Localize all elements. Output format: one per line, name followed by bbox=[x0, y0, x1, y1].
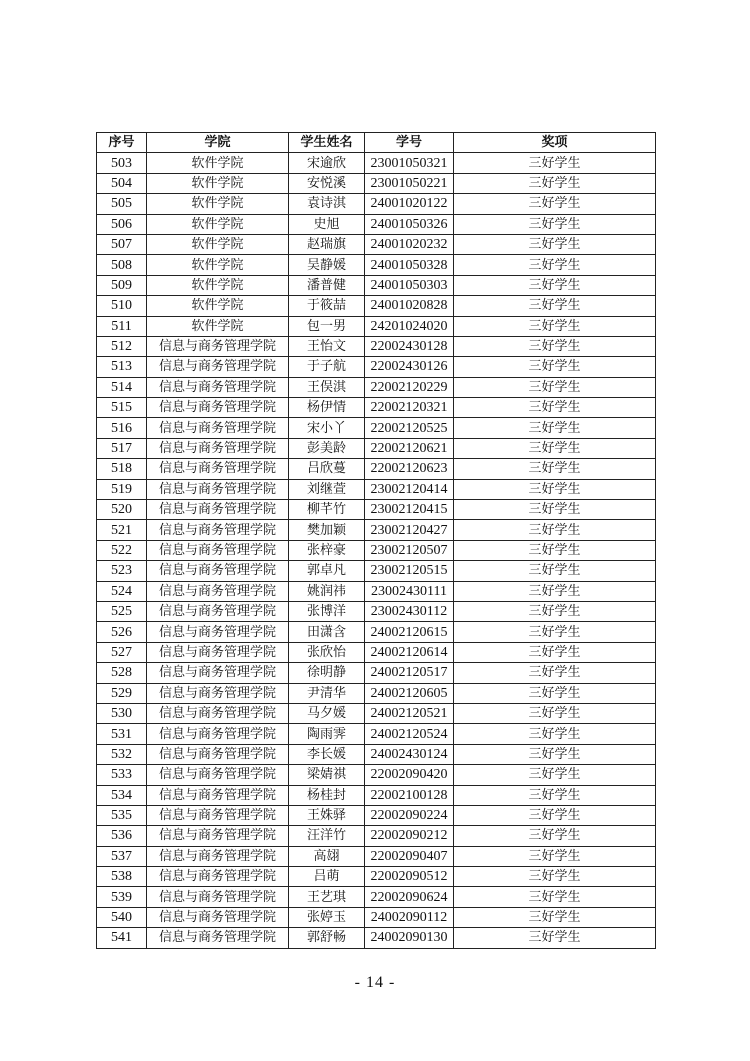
student-name-cell: 宋逾欣 bbox=[289, 153, 365, 173]
table-row bbox=[97, 805, 656, 825]
college-cell: 信息与商务管理学院 bbox=[147, 907, 289, 927]
serial-cell: 513 bbox=[97, 357, 147, 377]
table-row bbox=[97, 703, 656, 723]
student-id-cell: 23002120415 bbox=[365, 500, 454, 520]
college-cell: 软件学院 bbox=[147, 316, 289, 336]
table-row bbox=[97, 846, 656, 866]
student-id-cell: 23002120507 bbox=[365, 540, 454, 560]
college-cell: 信息与商务管理学院 bbox=[147, 357, 289, 377]
table-row bbox=[97, 438, 656, 458]
serial-cell: 512 bbox=[97, 336, 147, 356]
table-row bbox=[97, 642, 656, 662]
student-name-cell: 杨伊情 bbox=[289, 398, 365, 418]
college-cell: 软件学院 bbox=[147, 214, 289, 234]
student-name-cell: 郭卓凡 bbox=[289, 561, 365, 581]
table-body bbox=[97, 153, 656, 948]
college-cell: 信息与商务管理学院 bbox=[147, 336, 289, 356]
award-cell: 三好学生 bbox=[454, 846, 656, 866]
college-cell: 信息与商务管理学院 bbox=[147, 418, 289, 438]
serial-cell: 530 bbox=[97, 703, 147, 723]
student-id-cell: 23002120515 bbox=[365, 561, 454, 581]
award-cell: 三好学生 bbox=[454, 887, 656, 907]
table-row bbox=[97, 724, 656, 744]
table-row bbox=[97, 153, 656, 173]
table-row bbox=[97, 255, 656, 275]
award-cell: 三好学生 bbox=[454, 683, 656, 703]
student-name-cell: 梁婧祺 bbox=[289, 765, 365, 785]
student-id-cell: 23002120414 bbox=[365, 479, 454, 499]
student-id-cell: 24002090130 bbox=[365, 928, 454, 948]
serial-cell: 510 bbox=[97, 296, 147, 316]
student-id-cell: 24002120605 bbox=[365, 683, 454, 703]
serial-cell: 529 bbox=[97, 683, 147, 703]
table-row bbox=[97, 622, 656, 642]
student-id-cell: 23001050321 bbox=[365, 153, 454, 173]
student-id-cell: 22002430126 bbox=[365, 357, 454, 377]
student-name-cell: 包一男 bbox=[289, 316, 365, 336]
table-row bbox=[97, 357, 656, 377]
college-cell: 信息与商务管理学院 bbox=[147, 398, 289, 418]
serial-cell: 509 bbox=[97, 275, 147, 295]
student-name-cell: 吕欣蔓 bbox=[289, 459, 365, 479]
table-header-row bbox=[97, 133, 656, 153]
college-cell: 信息与商务管理学院 bbox=[147, 703, 289, 723]
college-cell: 信息与商务管理学院 bbox=[147, 622, 289, 642]
table-row bbox=[97, 765, 656, 785]
college-cell: 信息与商务管理学院 bbox=[147, 601, 289, 621]
student-id-cell: 22002090224 bbox=[365, 805, 454, 825]
college-cell: 信息与商务管理学院 bbox=[147, 744, 289, 764]
student-id-cell: 22002430128 bbox=[365, 336, 454, 356]
college-cell: 信息与商务管理学院 bbox=[147, 459, 289, 479]
serial-cell: 519 bbox=[97, 479, 147, 499]
student-name-cell: 柳芊竹 bbox=[289, 500, 365, 520]
serial-cell: 534 bbox=[97, 785, 147, 805]
award-cell: 三好学生 bbox=[454, 765, 656, 785]
serial-cell: 539 bbox=[97, 887, 147, 907]
student-id-cell: 22002090212 bbox=[365, 826, 454, 846]
college-cell: 信息与商务管理学院 bbox=[147, 377, 289, 397]
student-name-cell: 李长媛 bbox=[289, 744, 365, 764]
student-id-cell: 23002430112 bbox=[365, 601, 454, 621]
page-number: - 14 - bbox=[354, 974, 396, 991]
table-row bbox=[97, 459, 656, 479]
college-cell: 信息与商务管理学院 bbox=[147, 581, 289, 601]
college-cell: 软件学院 bbox=[147, 234, 289, 254]
student-id-cell: 22002120321 bbox=[365, 398, 454, 418]
student-id-cell: 24002120614 bbox=[365, 642, 454, 662]
college-cell: 信息与商务管理学院 bbox=[147, 520, 289, 540]
serial-cell: 532 bbox=[97, 744, 147, 764]
student-id-cell: 24002090112 bbox=[365, 907, 454, 927]
award-cell: 三好学生 bbox=[454, 826, 656, 846]
student-id-cell: 22002120229 bbox=[365, 377, 454, 397]
student-name-cell: 郭舒畅 bbox=[289, 928, 365, 948]
student-name-cell: 彭美龄 bbox=[289, 438, 365, 458]
serial-cell: 538 bbox=[97, 867, 147, 887]
award-cell: 三好学生 bbox=[454, 255, 656, 275]
award-table bbox=[96, 132, 656, 949]
award-cell: 三好学生 bbox=[454, 459, 656, 479]
serial-cell: 516 bbox=[97, 418, 147, 438]
header-serial: 序号 bbox=[97, 133, 147, 153]
table-row bbox=[97, 418, 656, 438]
award-cell: 三好学生 bbox=[454, 663, 656, 683]
table-row bbox=[97, 275, 656, 295]
college-cell: 信息与商务管理学院 bbox=[147, 561, 289, 581]
table-row bbox=[97, 520, 656, 540]
award-cell: 三好学生 bbox=[454, 785, 656, 805]
student-id-cell: 23002120427 bbox=[365, 520, 454, 540]
student-id-cell: 24002120615 bbox=[365, 622, 454, 642]
serial-cell: 541 bbox=[97, 928, 147, 948]
award-cell: 三好学生 bbox=[454, 418, 656, 438]
student-name-cell: 杨桂封 bbox=[289, 785, 365, 805]
table-row bbox=[97, 540, 656, 560]
student-id-cell: 22002120621 bbox=[365, 438, 454, 458]
award-cell: 三好学生 bbox=[454, 194, 656, 214]
award-cell: 三好学生 bbox=[454, 153, 656, 173]
student-name-cell: 张博洋 bbox=[289, 601, 365, 621]
student-name-cell: 王姝驿 bbox=[289, 805, 365, 825]
college-cell: 信息与商务管理学院 bbox=[147, 724, 289, 744]
award-cell: 三好学生 bbox=[454, 622, 656, 642]
award-cell: 三好学生 bbox=[454, 805, 656, 825]
award-cell: 三好学生 bbox=[454, 479, 656, 499]
student-id-cell: 22002090624 bbox=[365, 887, 454, 907]
student-id-cell: 22002100128 bbox=[365, 785, 454, 805]
award-cell: 三好学生 bbox=[454, 357, 656, 377]
student-id-cell: 24001050328 bbox=[365, 255, 454, 275]
student-name-cell: 田潇含 bbox=[289, 622, 365, 642]
student-name-cell: 王俣淇 bbox=[289, 377, 365, 397]
student-name-cell: 刘继萱 bbox=[289, 479, 365, 499]
table-row bbox=[97, 867, 656, 887]
award-cell: 三好学生 bbox=[454, 642, 656, 662]
college-cell: 信息与商务管理学院 bbox=[147, 928, 289, 948]
student-id-cell: 24001020828 bbox=[365, 296, 454, 316]
table-row bbox=[97, 336, 656, 356]
header-award: 奖项 bbox=[454, 133, 656, 153]
college-cell: 信息与商务管理学院 bbox=[147, 785, 289, 805]
serial-cell: 511 bbox=[97, 316, 147, 336]
award-cell: 三好学生 bbox=[454, 540, 656, 560]
student-id-cell: 24001020232 bbox=[365, 234, 454, 254]
award-cell: 三好学生 bbox=[454, 744, 656, 764]
student-name-cell: 王怡文 bbox=[289, 336, 365, 356]
table-row bbox=[97, 581, 656, 601]
award-cell: 三好学生 bbox=[454, 724, 656, 744]
award-cell: 三好学生 bbox=[454, 234, 656, 254]
student-name-cell: 徐明静 bbox=[289, 663, 365, 683]
table-row bbox=[97, 826, 656, 846]
award-cell: 三好学生 bbox=[454, 703, 656, 723]
college-cell: 信息与商务管理学院 bbox=[147, 642, 289, 662]
serial-cell: 527 bbox=[97, 642, 147, 662]
award-cell: 三好学生 bbox=[454, 601, 656, 621]
serial-cell: 504 bbox=[97, 173, 147, 193]
award-cell: 三好学生 bbox=[454, 867, 656, 887]
award-cell: 三好学生 bbox=[454, 438, 656, 458]
serial-cell: 521 bbox=[97, 520, 147, 540]
college-cell: 软件学院 bbox=[147, 296, 289, 316]
serial-cell: 506 bbox=[97, 214, 147, 234]
serial-cell: 518 bbox=[97, 459, 147, 479]
table-row bbox=[97, 214, 656, 234]
table-row bbox=[97, 296, 656, 316]
student-id-cell: 23001050221 bbox=[365, 173, 454, 193]
table-row bbox=[97, 479, 656, 499]
student-name-cell: 于筱喆 bbox=[289, 296, 365, 316]
student-name-cell: 吕萌 bbox=[289, 867, 365, 887]
award-cell: 三好学生 bbox=[454, 214, 656, 234]
table-row bbox=[97, 500, 656, 520]
college-cell: 信息与商务管理学院 bbox=[147, 663, 289, 683]
student-name-cell: 张欣怡 bbox=[289, 642, 365, 662]
student-id-cell: 24002120521 bbox=[365, 703, 454, 723]
student-name-cell: 宋小丫 bbox=[289, 418, 365, 438]
student-name-cell: 尹清华 bbox=[289, 683, 365, 703]
student-id-cell: 23002430111 bbox=[365, 581, 454, 601]
table-row bbox=[97, 663, 656, 683]
table-row bbox=[97, 377, 656, 397]
table-row bbox=[97, 907, 656, 927]
award-cell: 三好学生 bbox=[454, 520, 656, 540]
student-name-cell: 姚润祎 bbox=[289, 581, 365, 601]
serial-cell: 514 bbox=[97, 377, 147, 397]
award-cell: 三好学生 bbox=[454, 296, 656, 316]
table-row bbox=[97, 887, 656, 907]
student-id-cell: 24001050326 bbox=[365, 214, 454, 234]
student-id-cell: 22002090512 bbox=[365, 867, 454, 887]
student-id-cell: 22002120623 bbox=[365, 459, 454, 479]
college-cell: 信息与商务管理学院 bbox=[147, 500, 289, 520]
serial-cell: 533 bbox=[97, 765, 147, 785]
college-cell: 信息与商务管理学院 bbox=[147, 826, 289, 846]
serial-cell: 536 bbox=[97, 826, 147, 846]
table-row bbox=[97, 744, 656, 764]
college-cell: 信息与商务管理学院 bbox=[147, 540, 289, 560]
serial-cell: 531 bbox=[97, 724, 147, 744]
student-id-cell: 24001050303 bbox=[365, 275, 454, 295]
college-cell: 软件学院 bbox=[147, 194, 289, 214]
serial-cell: 505 bbox=[97, 194, 147, 214]
award-cell: 三好学生 bbox=[454, 561, 656, 581]
college-cell: 信息与商务管理学院 bbox=[147, 683, 289, 703]
college-cell: 信息与商务管理学院 bbox=[147, 867, 289, 887]
header-student-name: 学生姓名 bbox=[289, 133, 365, 153]
college-cell: 信息与商务管理学院 bbox=[147, 438, 289, 458]
table-row bbox=[97, 601, 656, 621]
table-row bbox=[97, 173, 656, 193]
student-id-cell: 24002120517 bbox=[365, 663, 454, 683]
college-cell: 软件学院 bbox=[147, 275, 289, 295]
award-cell: 三好学生 bbox=[454, 173, 656, 193]
student-name-cell: 潘普健 bbox=[289, 275, 365, 295]
student-name-cell: 高翃 bbox=[289, 846, 365, 866]
serial-cell: 524 bbox=[97, 581, 147, 601]
student-name-cell: 吴静媛 bbox=[289, 255, 365, 275]
table-row bbox=[97, 234, 656, 254]
student-name-cell: 史旭 bbox=[289, 214, 365, 234]
serial-cell: 526 bbox=[97, 622, 147, 642]
student-name-cell: 安悦溪 bbox=[289, 173, 365, 193]
student-id-cell: 22002090407 bbox=[365, 846, 454, 866]
college-cell: 软件学院 bbox=[147, 153, 289, 173]
student-id-cell: 24002430124 bbox=[365, 744, 454, 764]
serial-cell: 522 bbox=[97, 540, 147, 560]
student-id-cell: 22002120525 bbox=[365, 418, 454, 438]
serial-cell: 515 bbox=[97, 398, 147, 418]
award-cell: 三好学生 bbox=[454, 377, 656, 397]
serial-cell: 535 bbox=[97, 805, 147, 825]
award-cell: 三好学生 bbox=[454, 336, 656, 356]
serial-cell: 507 bbox=[97, 234, 147, 254]
award-cell: 三好学生 bbox=[454, 275, 656, 295]
student-name-cell: 赵瑞旗 bbox=[289, 234, 365, 254]
student-id-cell: 24002120524 bbox=[365, 724, 454, 744]
serial-cell: 508 bbox=[97, 255, 147, 275]
college-cell: 软件学院 bbox=[147, 255, 289, 275]
table-row bbox=[97, 398, 656, 418]
college-cell: 信息与商务管理学院 bbox=[147, 765, 289, 785]
award-cell: 三好学生 bbox=[454, 500, 656, 520]
award-cell: 三好学生 bbox=[454, 398, 656, 418]
student-name-cell: 张婷玉 bbox=[289, 907, 365, 927]
student-id-cell: 24001020122 bbox=[365, 194, 454, 214]
serial-cell: 537 bbox=[97, 846, 147, 866]
table-row bbox=[97, 194, 656, 214]
serial-cell: 517 bbox=[97, 438, 147, 458]
award-cell: 三好学生 bbox=[454, 907, 656, 927]
serial-cell: 523 bbox=[97, 561, 147, 581]
college-cell: 信息与商务管理学院 bbox=[147, 846, 289, 866]
student-name-cell: 汪洋竹 bbox=[289, 826, 365, 846]
header-college: 学院 bbox=[147, 133, 289, 153]
table-row bbox=[97, 928, 656, 948]
table-row bbox=[97, 785, 656, 805]
table-row bbox=[97, 683, 656, 703]
award-cell: 三好学生 bbox=[454, 581, 656, 601]
serial-cell: 540 bbox=[97, 907, 147, 927]
college-cell: 信息与商务管理学院 bbox=[147, 805, 289, 825]
student-name-cell: 张梓豪 bbox=[289, 540, 365, 560]
college-cell: 信息与商务管理学院 bbox=[147, 887, 289, 907]
table-row bbox=[97, 316, 656, 336]
serial-cell: 528 bbox=[97, 663, 147, 683]
student-name-cell: 马夕媛 bbox=[289, 703, 365, 723]
college-cell: 信息与商务管理学院 bbox=[147, 479, 289, 499]
student-name-cell: 袁诗淇 bbox=[289, 194, 365, 214]
student-name-cell: 樊加颖 bbox=[289, 520, 365, 540]
student-name-cell: 王艺琪 bbox=[289, 887, 365, 907]
student-name-cell: 于子航 bbox=[289, 357, 365, 377]
serial-cell: 525 bbox=[97, 601, 147, 621]
serial-cell: 520 bbox=[97, 500, 147, 520]
header-student-id: 学号 bbox=[365, 133, 454, 153]
award-cell: 三好学生 bbox=[454, 316, 656, 336]
serial-cell: 503 bbox=[97, 153, 147, 173]
table-row bbox=[97, 561, 656, 581]
student-id-cell: 22002090420 bbox=[365, 765, 454, 785]
student-id-cell: 24201024020 bbox=[365, 316, 454, 336]
award-cell: 三好学生 bbox=[454, 928, 656, 948]
student-name-cell: 陶雨霁 bbox=[289, 724, 365, 744]
college-cell: 软件学院 bbox=[147, 173, 289, 193]
